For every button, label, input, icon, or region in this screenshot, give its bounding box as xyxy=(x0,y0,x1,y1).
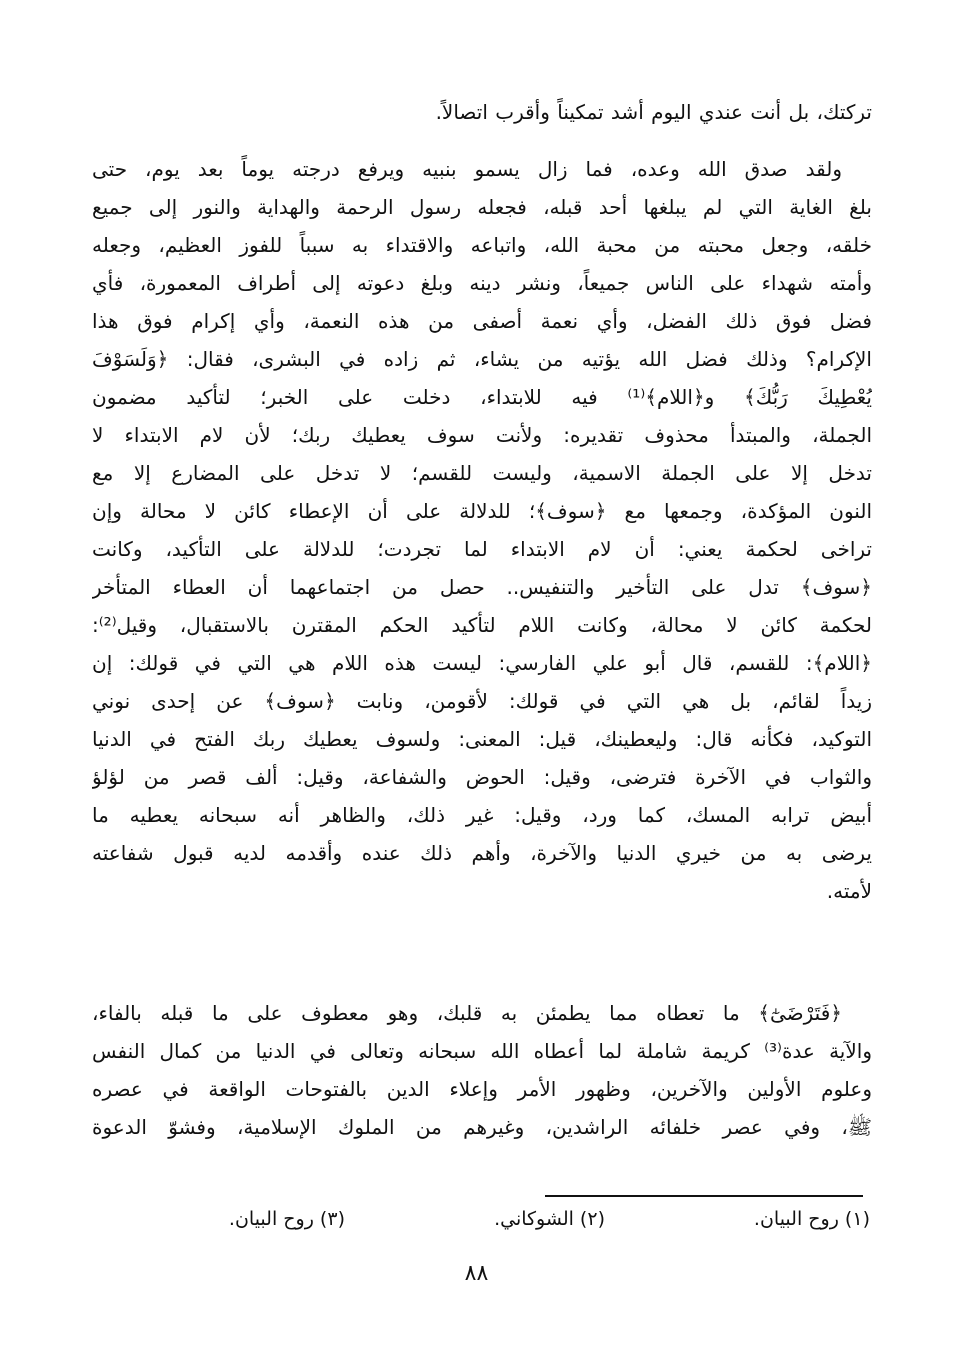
text-line: تراخى لحكمة يعني: أن لام الابتداء لما تجردت؛ للدلالة على التأكيد، وكانت xyxy=(92,537,872,561)
text-line: زيداً لقائم، بل هي التي في قولك: لأقومن، ونابت ﴿سوف﴾ عن إحدى نوني xyxy=(92,689,872,713)
text-line: تدخل إلا على الجملة الاسمية، وليست للقسم؛ لا تدخل على المضارع إلا مع xyxy=(92,461,872,485)
footnote-2: (٢) الشوكاني. xyxy=(494,1208,605,1230)
text-line: والثواب في الآخرة فترضى، وقيل: الحوض والشفاعة، وقيل: ألف قصر من لؤلؤ xyxy=(92,765,872,789)
text-line: لحكمة كائن لا محالة، وكانت اللام لتأكيد الحكم المقترن بالاستقبال، وقيل⁽²⁾: xyxy=(92,613,872,637)
page-number: ٨٨ xyxy=(464,1261,489,1286)
text-line: تركتك، بل أنت عندي اليوم أشد تمكيناً وأقرب اتصالاً. xyxy=(435,100,872,124)
text-line: لأمته. xyxy=(826,879,872,903)
text-line: يُعْطِيكَ رَبُّكَ﴾ و﴿اللام﴾⁽¹⁾ فيه للابتداء، دخلت على الخبر؛ لتأكيد مضمون xyxy=(92,385,872,409)
footnote-3: (٣) روح البيان. xyxy=(228,1208,345,1230)
paragraph-3 xyxy=(92,994,872,1146)
footnotes xyxy=(150,1208,870,1242)
text-line: ولقد صدق الله وعده، فما زال يسمو بنبيه ويرفع درجته يوماً بعد يوم، حتى xyxy=(92,157,842,181)
text-line: أبيض ترابه المسك، كما ورد، وقيل: غير ذلك، والظاهر أنه سبحانه يعطيه ما xyxy=(92,803,872,827)
paragraph-1 xyxy=(92,93,872,131)
text-line: الإكرام؟ وذلك فضل الله يؤتيه من يشاء، ثم زاده في البشرى، فقال: ﴿وَلَسَوْفَ xyxy=(92,347,872,371)
text-line: فضل فوق ذلك الفضل، وأي نعمة أصفى من هذه النعمة، وأي إكرام فوق هذا xyxy=(92,309,872,333)
text-line: يرضى به من خيري الدنيا والآخرة، وأهم ذلك عنده وأقدمه لديه قبول شفاعته xyxy=(92,841,872,865)
text-line: الجملة، والمبتدأ محذوف تقديره: ولأنت سوف يعطيك ربك؛ لأن لام الابتداء لا xyxy=(92,423,872,447)
text-line: التوكيد، فكأنه قال: وليعطينك، قيل: المعنى: ولسوف يعطيك ربك الفتح في الدنيا xyxy=(92,727,872,751)
text-line: ﴿فَتَرْضَىٰٓ﴾ ما تعطاه مما يطمئن به قلبك، وهو معطوف على ما قبله بالفاء، xyxy=(92,1001,842,1025)
text-line: خلقه، وجعل محبته من محبة الله، واتباعه والاقتداء به سبباً للفوز العظيم، وجعله xyxy=(92,233,872,257)
text-line: النون المؤكدة، وجمعها مع ﴿سوف﴾؛ للدلالة على أن الإعطاء كائن لا محالة وإن xyxy=(92,499,872,523)
footnote-separator xyxy=(545,1195,863,1197)
text-line: وأمته شهداء على الناس جميعاً، ونشر دينه وبلغ دعوته إلى أطراف المعمورة، فأي xyxy=(92,271,872,295)
text-line: ﴿اللام﴾: للقسم، قال أبو علي الفارسي: ليست هذه اللام هي التي في قولك: إن xyxy=(92,651,872,675)
footnote-1: (١) روح البيان. xyxy=(753,1208,870,1230)
text-line: ﷺ، وفي عصر خلفائه الراشدين، وغيرهم من الملوك الإسلامية، وفشوّ الدعوة xyxy=(92,1115,872,1139)
text-line: والآية عدة⁽³⁾ كريمة شاملة لما أعطاه الله سبحانه وتعالى في الدنيا من كمال النفس xyxy=(92,1039,872,1063)
text-line: وعلوم الأولين والآخرين، وظهور الأمر وإعلاء الدين بالفتوحات الواقعة في عصره xyxy=(92,1077,872,1101)
text-line: بلغ الغاية التي لم يبلغها أحد قبله، فجعله رسول الرحمة والهداية والنور إلى جميع xyxy=(92,195,872,219)
text-line: ﴿سوف﴾ تدل على التأخير والتنفيس.. حصل من اجتماعهما أن العطاء المتأخر xyxy=(92,575,872,599)
paragraph-2 xyxy=(92,150,872,910)
